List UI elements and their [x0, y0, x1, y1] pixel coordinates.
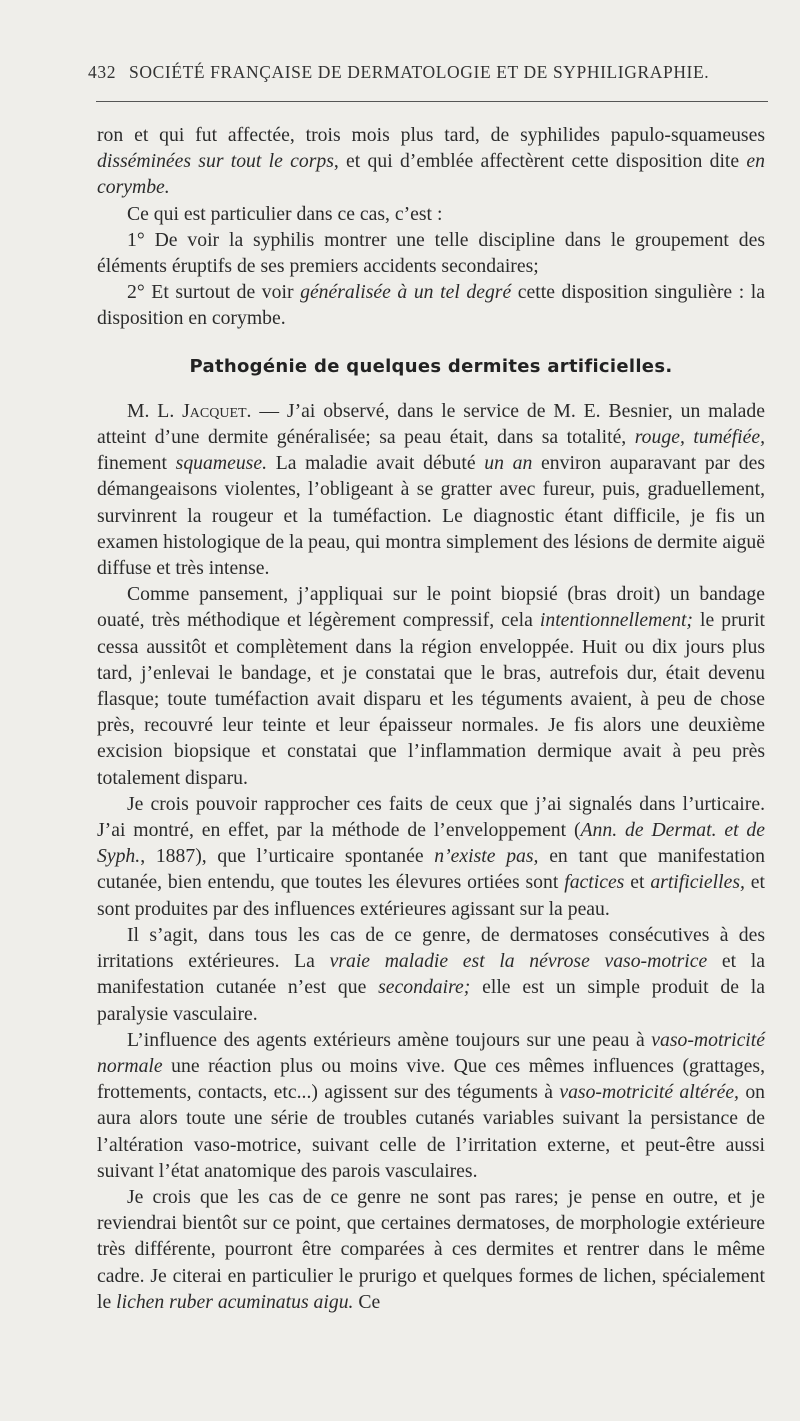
body-text	[97, 122, 765, 1315]
paragraph: Ce qui est particulier dans ce cas, c’est :	[127, 202, 443, 225]
paragraph: L’influence des agents extérieurs amène toujours sur une peau à vaso-motricité normale une réaction plus ou moins vive. Que ces mêmes influences (grattages, frottements, contacts, etc...) agissent sur des téguments à vaso-motricité altérée, on aura alors toute une série de troubles cutanés variables suivant la persistance de l’altération vaso-motrice, suivant celle de l’irritation externe, et peut-être aussi suivant l’état anatomique des parois vasculaires.	[97, 1028, 766, 1182]
paragraph: 2° Et surtout de voir généralisée à un tel degré cette disposition singulière : la disposition en corymbe.	[97, 281, 765, 330]
paragraph: ron et qui fut affectée, trois mois plus tard, de syphilides papulo-squameuses disséminées sur tout le corps, et qui d’emblée affectèrent cette disposition dite en corymbe.	[97, 124, 765, 199]
paragraph: Comme pansement, j’appliquai sur le point biopsié (bras droit) un bandage ouaté, très méthodique et légèrement compressif, cela intentionnellement; le prurit cessa aussitôt et complètement dans la région enveloppée. Huit ou dix jours plus tard, j’enlevai le bandage, et je constatai que le bras, autrefois dur, était devenu flasque; toute tuméfaction avait disparu et les téguments avaient, à peu de chose près, recouvré leur teinte et leur épaisseur normales. Je fis alors une deuxième excision biopsique et constatai que l’inflammation dermique avait à peu près totalement disparu.	[97, 583, 766, 789]
paragraph: M. L. Jacquet. — J’ai observé, dans le service de M. E. Besnier, un malade atteint d’une dermite généralisée; sa peau était, dans sa totalité, rouge, tuméfiée, finement squameuse. La maladie avait débuté un an environ auparavant par des démangeaisons violentes, l’obligeant à se gratter avec fureur, puis, graduellement, survinrent la rougeur et la tuméfaction. Le diagnostic étant difficile, je fis un examen histologique de la peau, qui montra simplement des lésions de dermite aiguë diffuse et très intense.	[97, 399, 766, 580]
author-name: M. L. Jacquet.	[127, 399, 252, 422]
paragraph: Je crois pouvoir rapprocher ces faits de ceux que j’ai signalés dans l’urticaire. J’ai montré, en effet, par la méthode de l’enveloppement (Ann. de Dermat. et de Syph., 1887), que l’urticaire spontanée n’existe pas, en tant que manifestation cutanée, bien entendu, que toutes les élevures ortiées sont factices et artificielles, et sont produites par des influences extérieures agissant sur la peau.	[97, 792, 766, 920]
running-header	[88, 62, 764, 83]
page-number: 432	[88, 62, 117, 82]
paragraph: Je crois que les cas de ce genre ne sont pas rares; je pense en outre, et je reviendrai bientôt sur ce point, que certaines dermatoses, de morphologie extérieure très différente, pourront être comparées à ces dermites et rentrer dans le même cadre. Je citerai en particulier le prurigo et quelques formes de lichen, spécialement le lichen ruber acuminatus aigu. Ce	[97, 1185, 765, 1313]
paragraph: 1° De voir la syphilis montrer une telle discipline dans le groupement des éléments éruptifs de ses premiers accidents secondaires;	[97, 228, 765, 278]
running-title: SOCIÉTÉ FRANÇAISE DE DERMATOLOGIE ET DE SYPHILIGRAPHIE.	[129, 62, 710, 82]
header-rule	[96, 101, 768, 102]
section-heading: Pathogénie de quelques dermites artificielles.	[189, 355, 673, 377]
paragraph: Il s’agit, dans tous les cas de ce genre, de dermatoses consécutives à des irritations extérieures. La vraie maladie est la névrose vaso-motrice et la manifestation cutanée n’est que secondaire; elle est un simple produit de la paralysie vasculaire.	[97, 923, 766, 1025]
